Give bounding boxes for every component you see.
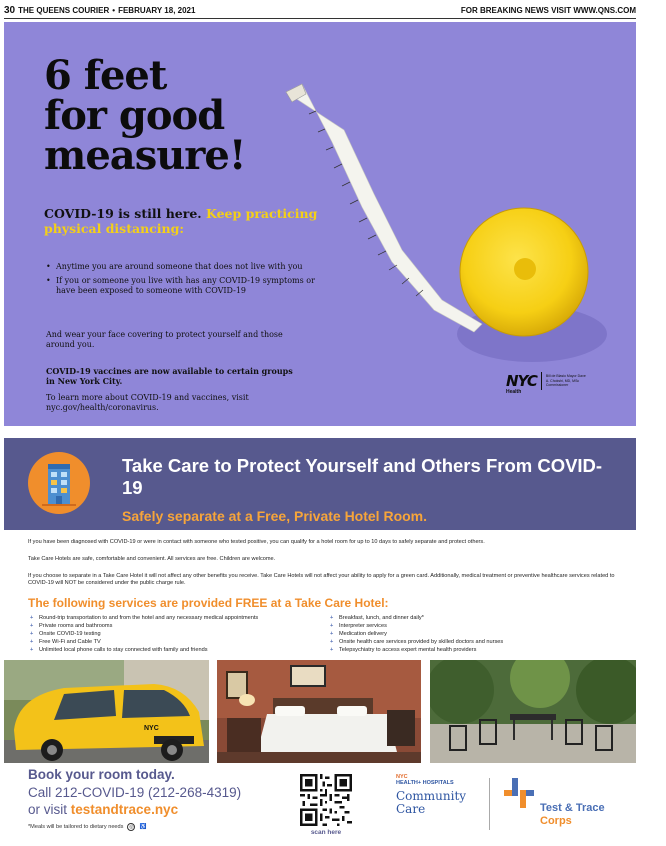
- booking-info: [28, 766, 241, 831]
- services-list-left: [30, 614, 258, 654]
- services-title: The following services are provided FREE at a Take Care Hotel:: [28, 596, 389, 610]
- nyc-logo-mark: NYC: [506, 372, 537, 390]
- community-care-line-1: Community: [396, 789, 467, 803]
- health-hospitals-logo: [396, 774, 466, 816]
- wheelchair-icon: ♿: [139, 824, 147, 830]
- meal-note: *Meals will be tailored to dietary needs: [28, 824, 124, 830]
- test-trace-line-1: Test & Trace: [540, 802, 605, 814]
- qr-code-icon[interactable]: [300, 774, 352, 826]
- hotel-room-photo: [217, 660, 421, 763]
- nyc-logo-agency: Health: [506, 389, 522, 395]
- headline-line-3: measure!: [44, 132, 246, 179]
- visit-line: [28, 801, 241, 818]
- community-care: [396, 790, 466, 816]
- service-item: + Onsite health care services provided by skilled doctors and nurses: [330, 638, 503, 646]
- issue-date: FEBRUARY 18, 2021: [118, 5, 196, 15]
- patio-photo: [430, 660, 636, 763]
- hotel-safety-text: Take Care Hotels are safe, comfortable and convenient. All services are free. Children are welcome.: [28, 556, 276, 562]
- header-right-text: FOR BREAKING NEWS VISIT WWW.QNS.COM: [460, 5, 636, 15]
- services-list-right: [330, 614, 503, 654]
- service-item: + Interpreter services: [330, 622, 503, 630]
- call-number: Call 212-COVID-19 (212-268-4319): [28, 785, 242, 800]
- testandtrace-link[interactable]: testandtrace.nyc: [70, 802, 179, 817]
- vaccine-text: COVID-19 vaccines are now available to certain groups in New York City.: [46, 366, 293, 386]
- headline-line-1: 6 feet: [44, 52, 167, 99]
- distancing-bullets: [46, 262, 316, 300]
- logo-divider: [489, 778, 490, 830]
- hh-nyc: NYC: [396, 774, 408, 780]
- header-separator: •: [112, 5, 116, 15]
- accessibility-icon: ◎: [129, 824, 134, 830]
- take-care-banner: [4, 438, 636, 530]
- page-header: [4, 3, 636, 17]
- service-item: + Medication delivery: [330, 630, 503, 638]
- service-item: + Breakfast, lunch, and dinner daily*: [330, 614, 503, 622]
- sub-part-1: COVID-19 is still here.: [44, 206, 202, 221]
- header-left: [4, 5, 195, 16]
- face-covering-text: And wear your face covering to protect yourself and those around you.: [46, 330, 283, 349]
- test-trace-line-2: Corps: [540, 815, 572, 827]
- eligibility-text: If you have been diagnosed with COVID-19 or were in contact with someone who tested positive, you can qualify for a hotel room for up to 10 days to safely separate and protect others.: [28, 539, 485, 545]
- bullet-item: • Anytime you are around someone that does not live with you: [46, 262, 316, 272]
- nyc-health-logo: [506, 372, 588, 395]
- service-item: + Private rooms and bathrooms: [30, 622, 258, 630]
- hotel-building-icon: [28, 452, 90, 514]
- bullet-item: • If you or someone you live with has any COVID-19 symptoms or have been exposed to someone with COVID-19: [46, 276, 316, 296]
- taxi-photo: [4, 660, 209, 763]
- visit-prefix: or visit: [28, 802, 68, 817]
- learn-more-text: To learn more about COVID-19 and vaccines, visit nyc.gov/health/coronavirus.: [46, 393, 249, 412]
- service-item: + Unlimited local phone calls to stay connected with family and friends: [30, 646, 258, 654]
- headline-line-2: for good: [44, 92, 225, 139]
- community-care-line-2: Care: [396, 802, 426, 816]
- meal-note-row: [28, 823, 241, 831]
- taxi-text: NYC: [144, 725, 159, 732]
- page-number: 30: [4, 4, 16, 16]
- scan-here-label: scan here: [310, 829, 342, 836]
- publication-name: THE QUEENS COURIER: [18, 5, 110, 15]
- service-item: + Round-trip transportation to and from the hotel and any necessary medical appointments: [30, 614, 258, 622]
- benefits-text: If you choose to separate in a Take Care Hotel it will not affect any other benefits you receive. Take Care Hotels will not affect your ability to apply for a green card. Additionally, medical treatment or preventive healthcare services related to COVID-19 will NOT be considered under the public charge rule.: [28, 573, 615, 586]
- logo-officials: Bill de Blasio Mayor Dave A. Chokshi, MD, MSc Commissioner: [545, 374, 586, 388]
- sub-part-2: Keep practicing physical distancing:: [44, 206, 318, 236]
- service-item: + Telepsychiatry to access expert mental health providers: [330, 646, 503, 654]
- hh-name: HEALTH+ HOSPITALS: [396, 780, 454, 786]
- book-title: Book your room today.: [28, 767, 175, 782]
- logo-divider: [541, 372, 542, 390]
- take-care-subtitle: Safely separate at a Free, Private Hotel Room.: [122, 508, 428, 524]
- test-trace-corps: [540, 802, 605, 828]
- take-care-title: Take Care to Protect Yourself and Others From COVID-19: [122, 455, 603, 498]
- test-trace-logo-icon: [502, 776, 536, 810]
- service-item: + Onsite COVID-19 testing: [30, 630, 258, 638]
- service-item: + Free Wi-Fi and Cable TV: [30, 638, 258, 646]
- ad-subheadline: [44, 206, 324, 236]
- six-feet-ad: [4, 22, 636, 426]
- header-rule: [4, 18, 636, 19]
